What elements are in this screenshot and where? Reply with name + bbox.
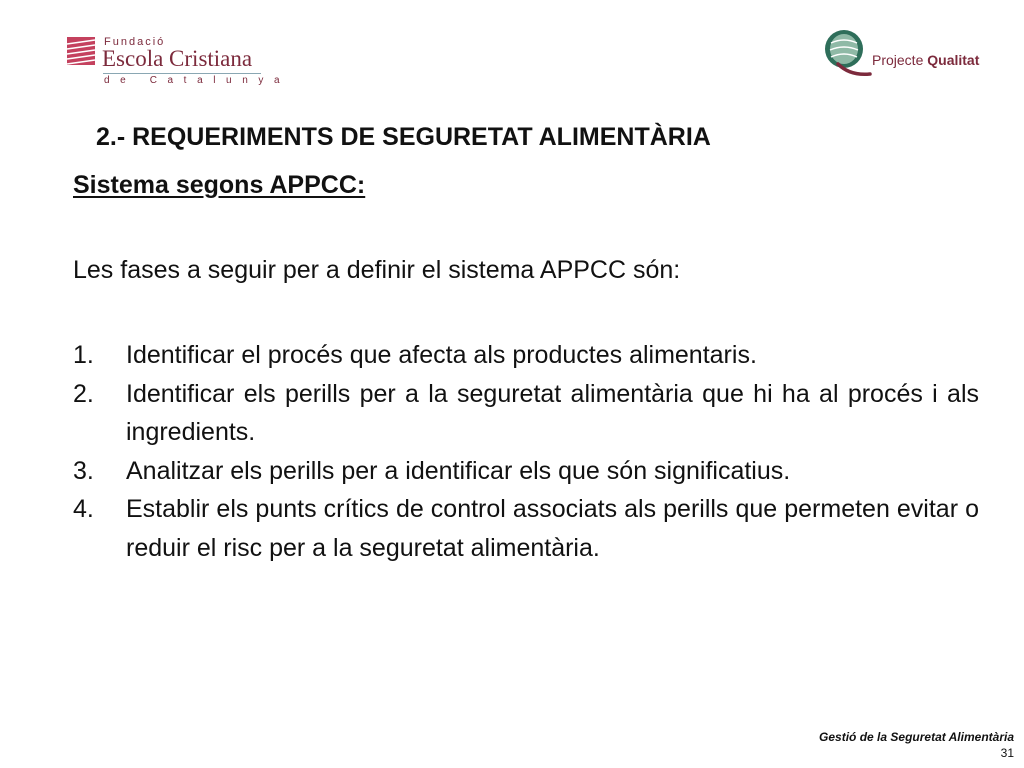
logo-left-line3: de Catalunya (104, 75, 291, 86)
logo-right-text (872, 52, 979, 68)
list-item-text: Establir els punts crítics de control associats als perills que permeten evitar o reduir el risc per a la seguretat alimentària. (126, 495, 979, 562)
slide-subtitle: Sistema segons APPCC: (73, 171, 366, 199)
list-item-text: Identificar els perills per a la seguretat alimentària que hi ha al procés i als ingredients. (126, 379, 979, 446)
logo-left-divider (103, 73, 261, 74)
logo-right-bold: Qualitat (927, 52, 980, 68)
logo-left-line1: Fundació (104, 36, 166, 48)
list-item-number: 1. (73, 341, 94, 369)
intro-text: Les fases a seguir per a definir el sistema APPCC són: (73, 256, 681, 284)
logo-right-prefix: Projecte (872, 52, 924, 68)
fec-emblem-icon (66, 36, 96, 66)
list-item (73, 375, 979, 452)
fundacio-escola-cristiana-logo (66, 30, 291, 86)
list-item-text: Analitzar els perills per a identificar els que són significatius. (126, 456, 791, 485)
list-item (73, 452, 979, 491)
logo-left-line2: Escola Cristiana (102, 46, 253, 71)
slide-title: 2.- REQUERIMENTS DE SEGURETAT ALIMENTÀRIA (96, 123, 711, 151)
page-number: 31 (1000, 746, 1014, 760)
list-item-text: Identificar el procés que afecta als productes alimentaris. (126, 341, 757, 369)
list-item-number: 3. (73, 456, 94, 485)
phase-list (73, 336, 979, 567)
list-item-number: 4. (73, 495, 94, 523)
projecte-qualitat-logo (820, 24, 980, 84)
list-item-number: 2. (73, 379, 94, 408)
list-item (73, 490, 979, 567)
footer-title: Gestió de la Seguretat Alimentària (819, 730, 1014, 744)
list-item (73, 336, 979, 375)
qualitat-emblem-icon (820, 24, 872, 80)
